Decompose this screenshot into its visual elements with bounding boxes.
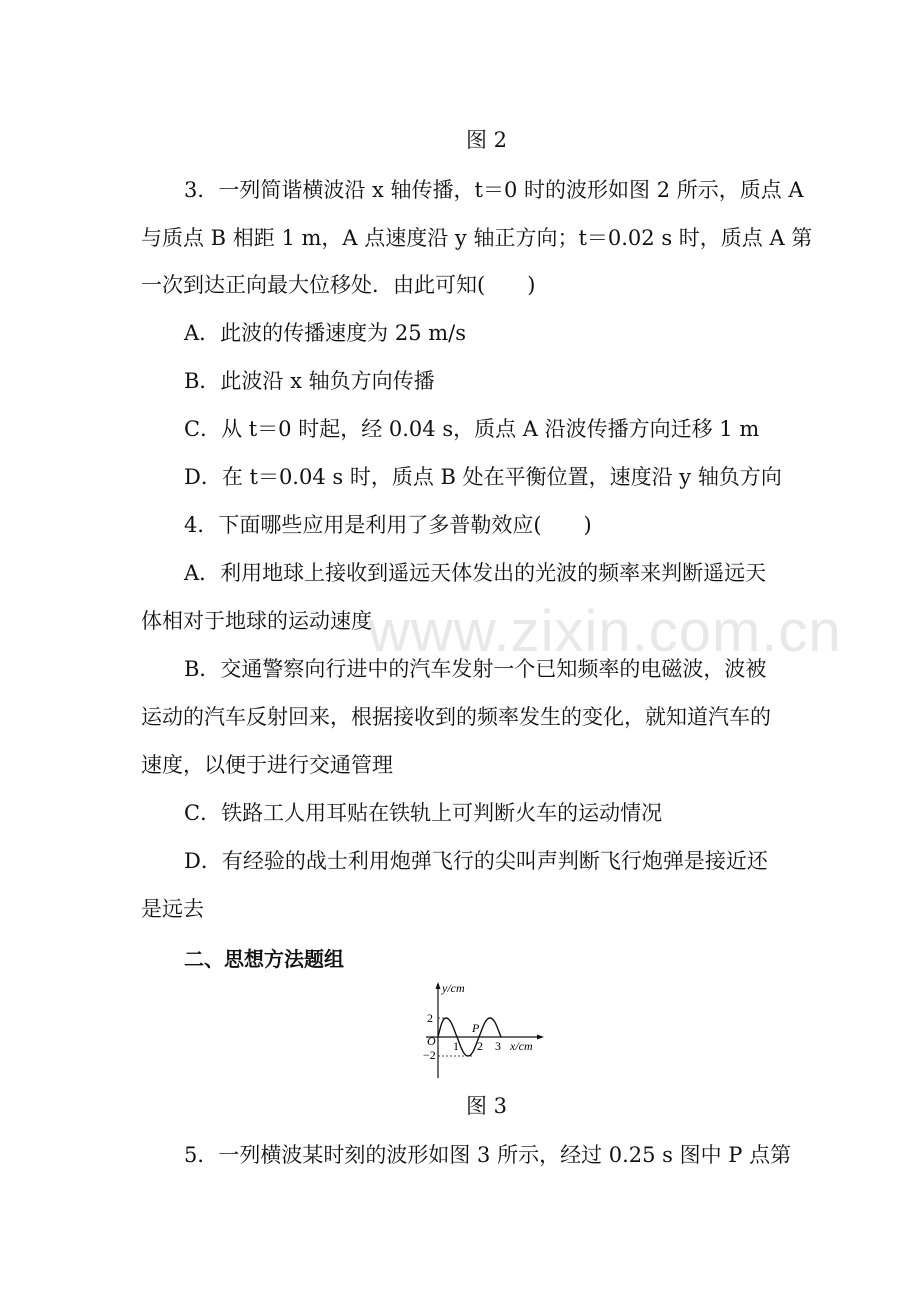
x-tick-3: 3 — [495, 1039, 501, 1053]
q4-option-a-line1: A．利用地球上接收到遥远天体发出的光波的频率来判断遥远天 — [184, 561, 767, 585]
figure3-wave-graph — [412, 980, 552, 1080]
q4-stem: 4．下面哪些应用是利用了多普勒效应( ) — [184, 513, 592, 537]
q3-option-b: B．此波沿 x 轴负方向传播 — [184, 369, 435, 393]
x-tick-2: 2 — [477, 1039, 483, 1053]
q3-stem-line2: 与质点 B 相距 1 m，A 点速度沿 y 轴正方向；t＝0.02 s 时，质点 A 第 — [141, 226, 813, 250]
figure2-caption: 图 2 — [466, 128, 508, 152]
x-axis-arrow — [537, 1035, 544, 1040]
q4-option-b-line3: 速度，以便于进行交通管理 — [141, 753, 393, 777]
y-tick-pos: 2 — [427, 1011, 433, 1025]
figure3-caption: 图 3 — [466, 1094, 508, 1118]
y-tick-neg: −2 — [423, 1048, 436, 1062]
q4-option-a-line2: 体相对于地球的运动速度 — [141, 609, 372, 633]
q3-option-a: A．此波的传播速度为 25 m/s — [184, 321, 467, 345]
section-heading: 二、思想方法题组 — [184, 947, 344, 971]
origin-label: O — [427, 1034, 436, 1048]
q4-option-d-line1: D．有经验的战士利用炮弹飞行的尖叫声判断飞行炮弹是接近还 — [184, 849, 768, 873]
watermark: www.zixin.com.cn — [368, 599, 842, 664]
y-axis-label: y/cm — [442, 981, 465, 995]
q4-option-b-line1: B．交通警察向行进中的汽车发射一个已知频率的电磁波，波被 — [184, 657, 767, 681]
q5-stem-line1: 5．一列横波某时刻的波形如图 3 所示，经过 0.25 s 图中 P 点第 — [184, 1143, 792, 1167]
q4-option-c: C．铁路工人用耳贴在铁轨上可判断火车的运动情况 — [184, 801, 663, 825]
y-axis-arrow — [436, 982, 441, 989]
q3-option-d: D．在 t＝0.04 s 时，质点 B 处在平衡位置，速度沿 y 轴负方向 — [184, 465, 782, 489]
q3-option-c: C．从 t＝0 时起，经 0.04 s，质点 A 沿波传播方向迁移 1 m — [184, 417, 760, 441]
q4-option-d-line2: 是远去 — [141, 897, 204, 921]
q4-option-b-line2: 运动的汽车反射回来，根据接收到的频率发生的变化，就知道汽车的 — [141, 705, 771, 729]
x-tick-1: 1 — [453, 1039, 459, 1053]
q3-stem-line1: 3．一列简谐横波沿 x 轴传播，t＝0 时的波形如图 2 所示，质点 A — [184, 178, 804, 202]
x-axis-label: x/cm — [510, 1039, 533, 1053]
q3-stem-line3: 一次到达正向最大位移处．由此可知( ) — [141, 273, 536, 297]
point-p-label: P — [472, 1021, 480, 1035]
